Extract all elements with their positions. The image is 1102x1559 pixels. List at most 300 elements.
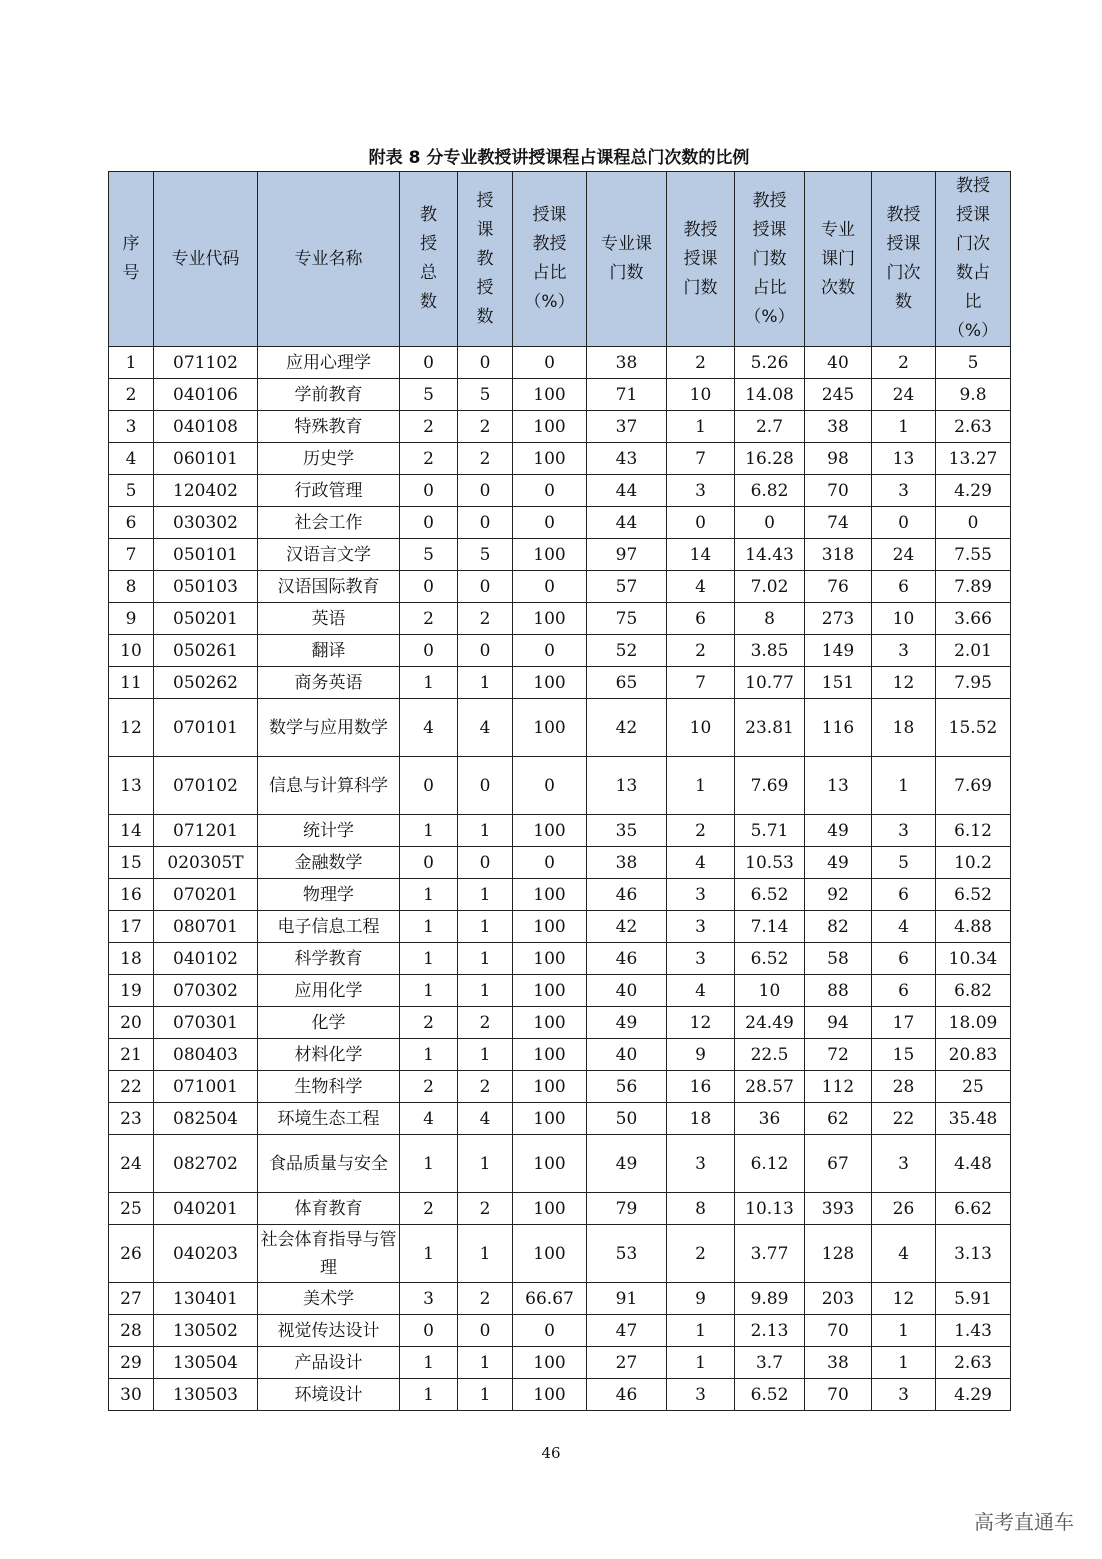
table-cell: 5 [936, 347, 1011, 379]
table-cell: 10 [735, 975, 805, 1007]
table-cell: 49 [587, 1135, 667, 1193]
table-cell: 0 [667, 507, 735, 539]
table-cell: 8 [735, 603, 805, 635]
table-row [109, 347, 1011, 379]
table-row [109, 1071, 1011, 1103]
table-cell: 17 [872, 1007, 936, 1039]
table-cell: 金融数学 [258, 847, 400, 879]
table-cell: 0 [513, 757, 587, 815]
table-row [109, 757, 1011, 815]
table-cell: 0 [513, 571, 587, 603]
table-cell: 信息与计算科学 [258, 757, 400, 815]
table-cell: 数学与应用数学 [258, 699, 400, 757]
table-cell: 2 [458, 1071, 513, 1103]
table-cell: 2 [400, 1007, 458, 1039]
table-cell: 0 [458, 635, 513, 667]
table-cell: 2 [458, 1283, 513, 1315]
table-cell: 4 [667, 975, 735, 1007]
table-cell: 学前教育 [258, 379, 400, 411]
table-cell: 应用化学 [258, 975, 400, 1007]
table-cell: 130504 [154, 1347, 258, 1379]
table-cell: 6.52 [735, 1379, 805, 1411]
table-cell: 0 [400, 475, 458, 507]
table-row [109, 699, 1011, 757]
table-cell: 2.63 [936, 411, 1011, 443]
table-cell: 4 [872, 1225, 936, 1283]
table-cell: 特殊教育 [258, 411, 400, 443]
table-cell: 2 [458, 443, 513, 475]
table-row [109, 379, 1011, 411]
table-cell: 74 [805, 507, 872, 539]
table-cell: 2 [400, 411, 458, 443]
table-cell: 7.69 [936, 757, 1011, 815]
table-cell: 100 [513, 879, 587, 911]
table-cell: 行政管理 [258, 475, 400, 507]
table-cell: 5 [400, 539, 458, 571]
table-cell: 28 [109, 1315, 154, 1347]
table-cell: 100 [513, 1007, 587, 1039]
table-cell: 0 [400, 347, 458, 379]
table-cell: 1.43 [936, 1315, 1011, 1347]
table-cell: 1 [872, 757, 936, 815]
table-cell: 112 [805, 1071, 872, 1103]
table-cell: 100 [513, 443, 587, 475]
table-cell: 1 [400, 1347, 458, 1379]
table-cell: 12 [872, 1283, 936, 1315]
table-cell: 1 [400, 1379, 458, 1411]
table-cell: 37 [587, 411, 667, 443]
column-header: 授课 教授 占比 （%） [513, 172, 587, 347]
table-cell: 3 [667, 943, 735, 975]
table-cell: 26 [109, 1225, 154, 1283]
table-cell: 0 [513, 635, 587, 667]
table-cell: 14 [109, 815, 154, 847]
table-cell: 100 [513, 1103, 587, 1135]
table-cell: 70 [805, 475, 872, 507]
table-cell: 070201 [154, 879, 258, 911]
table-cell: 视觉传达设计 [258, 1315, 400, 1347]
table-cell: 10 [872, 603, 936, 635]
table-cell: 040102 [154, 943, 258, 975]
column-header: 教授 授课 门次 数 [872, 172, 936, 347]
table-cell: 2 [458, 411, 513, 443]
table-cell: 应用心理学 [258, 347, 400, 379]
table-cell: 7.89 [936, 571, 1011, 603]
table-cell: 67 [805, 1135, 872, 1193]
table-cell: 4 [872, 911, 936, 943]
table-cell: 47 [587, 1315, 667, 1347]
table-cell: 10.34 [936, 943, 1011, 975]
table-cell: 商务英语 [258, 667, 400, 699]
table-cell: 2.7 [735, 411, 805, 443]
table-cell: 0 [458, 571, 513, 603]
table-cell: 35.48 [936, 1103, 1011, 1135]
table-cell: 1 [458, 1135, 513, 1193]
table-cell: 汉语言文学 [258, 539, 400, 571]
table-cell: 17 [109, 911, 154, 943]
table-cell: 1 [458, 815, 513, 847]
table-cell: 20 [109, 1007, 154, 1039]
table-cell: 1 [667, 757, 735, 815]
table-cell: 6.12 [735, 1135, 805, 1193]
table-cell: 13.27 [936, 443, 1011, 475]
table-cell: 7 [667, 443, 735, 475]
table-cell: 100 [513, 603, 587, 635]
table-cell: 65 [587, 667, 667, 699]
table-cell: 13 [872, 443, 936, 475]
table-cell: 030302 [154, 507, 258, 539]
table-cell: 57 [587, 571, 667, 603]
table-cell: 35 [587, 815, 667, 847]
table-cell: 30 [109, 1379, 154, 1411]
table-cell: 10.2 [936, 847, 1011, 879]
table-cell: 9.89 [735, 1283, 805, 1315]
table-cell: 26 [872, 1193, 936, 1225]
table-cell: 38 [805, 1347, 872, 1379]
table-cell: 11 [109, 667, 154, 699]
table-cell: 3 [872, 475, 936, 507]
table-cell: 1 [667, 411, 735, 443]
table-cell: 7.02 [735, 571, 805, 603]
table-cell: 13 [109, 757, 154, 815]
table-cell: 050262 [154, 667, 258, 699]
column-header: 专业课 门数 [587, 172, 667, 347]
table-cell: 100 [513, 379, 587, 411]
table-cell: 4.29 [936, 1379, 1011, 1411]
table-cell: 38 [587, 847, 667, 879]
table-cell: 1 [400, 975, 458, 1007]
table-cell: 2 [458, 1193, 513, 1225]
table-cell: 6.52 [936, 879, 1011, 911]
table-cell: 3 [667, 475, 735, 507]
table-cell: 70 [805, 1315, 872, 1347]
table-cell: 44 [587, 507, 667, 539]
table-cell: 7 [109, 539, 154, 571]
table-cell: 9 [109, 603, 154, 635]
table-cell: 美术学 [258, 1283, 400, 1315]
table-cell: 5.26 [735, 347, 805, 379]
table-cell: 6.62 [936, 1193, 1011, 1225]
column-header: 教授 授课 门次 数占 比 （%） [936, 172, 1011, 347]
table-cell: 58 [805, 943, 872, 975]
table-cell: 1 [458, 1347, 513, 1379]
table-row [109, 1315, 1011, 1347]
table-row [109, 911, 1011, 943]
table-cell: 3 [109, 411, 154, 443]
table-cell: 2 [667, 815, 735, 847]
table-cell: 10.13 [735, 1193, 805, 1225]
table-cell: 130503 [154, 1379, 258, 1411]
table-cell: 5.71 [735, 815, 805, 847]
table-cell: 040203 [154, 1225, 258, 1283]
table-row [109, 1379, 1011, 1411]
table-cell: 10 [109, 635, 154, 667]
table-cell: 070101 [154, 699, 258, 757]
table-cell: 14.43 [735, 539, 805, 571]
table-cell: 0 [458, 475, 513, 507]
table-cell: 6.52 [735, 943, 805, 975]
table-cell: 1 [458, 911, 513, 943]
table-row [109, 1103, 1011, 1135]
table-cell: 38 [587, 347, 667, 379]
table-cell: 0 [513, 475, 587, 507]
table-cell: 环境设计 [258, 1379, 400, 1411]
table-cell: 071102 [154, 347, 258, 379]
table-cell: 100 [513, 815, 587, 847]
table-cell: 42 [587, 699, 667, 757]
table-cell: 12 [872, 667, 936, 699]
table-cell: 020305T [154, 847, 258, 879]
table-row [109, 943, 1011, 975]
table-cell: 物理学 [258, 879, 400, 911]
table-cell: 1 [400, 879, 458, 911]
table-body [109, 347, 1011, 1411]
table-cell: 46 [587, 943, 667, 975]
table-row [109, 571, 1011, 603]
table-cell: 92 [805, 879, 872, 911]
table-cell: 23 [109, 1103, 154, 1135]
table-cell: 1 [667, 1315, 735, 1347]
table-cell: 6 [667, 603, 735, 635]
table-cell: 100 [513, 1135, 587, 1193]
table-cell: 5 [400, 379, 458, 411]
table-cell: 材料化学 [258, 1039, 400, 1071]
table-cell: 3.77 [735, 1225, 805, 1283]
table-cell: 1 [400, 1135, 458, 1193]
table-cell: 1 [667, 1347, 735, 1379]
table-cell: 29 [109, 1347, 154, 1379]
table-cell: 318 [805, 539, 872, 571]
column-header: 教授 授课 门数 [667, 172, 735, 347]
table-cell: 1 [458, 667, 513, 699]
table-cell: 0 [400, 635, 458, 667]
table-cell: 100 [513, 1039, 587, 1071]
table-cell: 49 [587, 1007, 667, 1039]
table-cell: 100 [513, 539, 587, 571]
column-header: 专业代码 [154, 172, 258, 347]
table-cell: 22 [872, 1103, 936, 1135]
table-cell: 统计学 [258, 815, 400, 847]
table-cell: 3 [667, 911, 735, 943]
table-cell: 27 [587, 1347, 667, 1379]
table-row [109, 443, 1011, 475]
table-cell: 040201 [154, 1193, 258, 1225]
table-cell: 7.69 [735, 757, 805, 815]
table-cell: 18 [872, 699, 936, 757]
table-cell: 2.13 [735, 1315, 805, 1347]
table-cell: 42 [587, 911, 667, 943]
table-cell: 100 [513, 943, 587, 975]
table-cell: 100 [513, 411, 587, 443]
table-cell: 7.95 [936, 667, 1011, 699]
table-cell: 100 [513, 667, 587, 699]
table-cell: 20.83 [936, 1039, 1011, 1071]
table-cell: 18 [667, 1103, 735, 1135]
table-cell: 49 [805, 847, 872, 879]
table-row [109, 1193, 1011, 1225]
table-cell: 12 [667, 1007, 735, 1039]
table-cell: 0 [513, 507, 587, 539]
table-cell: 4 [109, 443, 154, 475]
table-cell: 社会体育指导与管理 [258, 1225, 400, 1283]
table-cell: 100 [513, 975, 587, 1007]
table-cell: 0 [513, 847, 587, 879]
table-cell: 9 [667, 1039, 735, 1071]
table-cell: 16 [109, 879, 154, 911]
table-cell: 1 [400, 1039, 458, 1071]
table-row [109, 507, 1011, 539]
column-header: 教授 授课 门数 占比 （%） [735, 172, 805, 347]
table-cell: 21 [109, 1039, 154, 1071]
header-row [109, 172, 1011, 347]
table-cell: 2 [109, 379, 154, 411]
table-cell: 10 [667, 699, 735, 757]
table-cell: 071001 [154, 1071, 258, 1103]
table-cell: 3.66 [936, 603, 1011, 635]
table-cell: 24 [872, 539, 936, 571]
table-cell: 2 [400, 603, 458, 635]
table-cell: 15 [109, 847, 154, 879]
table-cell: 100 [513, 1071, 587, 1103]
table-title: 附表 8 分专业教授讲授课程占课程总门次数的比例 [368, 148, 750, 168]
table-cell: 88 [805, 975, 872, 1007]
table-cell: 6 [872, 943, 936, 975]
table-cell: 2 [458, 1007, 513, 1039]
column-header: 教 授 总 数 [400, 172, 458, 347]
table-cell: 0 [458, 507, 513, 539]
table-cell: 245 [805, 379, 872, 411]
table-row [109, 667, 1011, 699]
table-cell: 62 [805, 1103, 872, 1135]
table-cell: 翻译 [258, 635, 400, 667]
table-cell: 13 [805, 757, 872, 815]
table-row [109, 539, 1011, 571]
table-cell: 1 [872, 411, 936, 443]
table-cell: 100 [513, 1347, 587, 1379]
table-row [109, 475, 1011, 507]
table-cell: 72 [805, 1039, 872, 1071]
table-row [109, 1135, 1011, 1193]
table-cell: 49 [805, 815, 872, 847]
table-cell: 75 [587, 603, 667, 635]
table-cell: 071201 [154, 815, 258, 847]
table-cell: 1 [458, 1039, 513, 1071]
table-cell: 4 [400, 699, 458, 757]
table-cell: 050101 [154, 539, 258, 571]
table-cell: 100 [513, 911, 587, 943]
table-cell: 52 [587, 635, 667, 667]
table-cell: 化学 [258, 1007, 400, 1039]
table-cell: 1 [400, 1225, 458, 1283]
table-cell: 5 [458, 379, 513, 411]
table-cell: 1 [872, 1315, 936, 1347]
table-cell: 4 [458, 1103, 513, 1135]
table-cell: 24 [872, 379, 936, 411]
table-cell: 历史学 [258, 443, 400, 475]
table-cell: 生物科学 [258, 1071, 400, 1103]
table-cell: 3 [872, 635, 936, 667]
table-cell: 116 [805, 699, 872, 757]
table-cell: 2 [458, 603, 513, 635]
table-cell: 0 [400, 507, 458, 539]
table-cell: 393 [805, 1193, 872, 1225]
table-cell: 10.53 [735, 847, 805, 879]
table-cell: 14 [667, 539, 735, 571]
table-cell: 1 [458, 879, 513, 911]
table-cell: 151 [805, 667, 872, 699]
table-cell: 产品设计 [258, 1347, 400, 1379]
table-cell: 36 [735, 1103, 805, 1135]
table-cell: 53 [587, 1225, 667, 1283]
table-cell: 82 [805, 911, 872, 943]
table-cell: 5 [872, 847, 936, 879]
table-cell: 082504 [154, 1103, 258, 1135]
table-cell: 100 [513, 699, 587, 757]
column-header: 专业 课门 次数 [805, 172, 872, 347]
table-row [109, 1283, 1011, 1315]
table-cell: 科学教育 [258, 943, 400, 975]
table-cell: 120402 [154, 475, 258, 507]
table-cell: 2 [667, 1225, 735, 1283]
page-number: 46 [541, 1444, 561, 1462]
table-cell: 40 [587, 975, 667, 1007]
data-table [108, 171, 1011, 1411]
table-cell: 0 [458, 757, 513, 815]
table-cell: 2 [400, 443, 458, 475]
table-cell: 1 [458, 1379, 513, 1411]
table-cell: 4 [458, 699, 513, 757]
table-cell: 7.14 [735, 911, 805, 943]
table-row [109, 815, 1011, 847]
table-cell: 2 [667, 635, 735, 667]
table-cell: 100 [513, 1379, 587, 1411]
column-header: 序 号 [109, 172, 154, 347]
table-cell: 0 [872, 507, 936, 539]
table-cell: 2 [400, 1071, 458, 1103]
table-cell: 1 [109, 347, 154, 379]
table-cell: 97 [587, 539, 667, 571]
table-cell: 3 [667, 1135, 735, 1193]
table-cell: 91 [587, 1283, 667, 1315]
table-cell: 1 [400, 667, 458, 699]
table-cell: 50 [587, 1103, 667, 1135]
table-cell: 3 [400, 1283, 458, 1315]
table-cell: 15.52 [936, 699, 1011, 757]
table-cell: 2.63 [936, 1347, 1011, 1379]
table-row [109, 1347, 1011, 1379]
table-row [109, 635, 1011, 667]
table-cell: 23.81 [735, 699, 805, 757]
table-cell: 2 [667, 347, 735, 379]
column-header: 授 课 教 授 数 [458, 172, 513, 347]
table-cell: 英语 [258, 603, 400, 635]
table-cell: 社会工作 [258, 507, 400, 539]
table-cell: 130502 [154, 1315, 258, 1347]
table-cell: 46 [587, 879, 667, 911]
table-cell: 050103 [154, 571, 258, 603]
table-cell: 0 [458, 1315, 513, 1347]
table-cell: 25 [109, 1193, 154, 1225]
table-cell: 4.88 [936, 911, 1011, 943]
table-cell: 71 [587, 379, 667, 411]
table-cell: 3 [667, 879, 735, 911]
table-cell: 6 [872, 571, 936, 603]
table-cell: 2 [872, 347, 936, 379]
table-cell: 24 [109, 1135, 154, 1193]
table-cell: 2.01 [936, 635, 1011, 667]
table-cell: 0 [458, 847, 513, 879]
table-cell: 6 [109, 507, 154, 539]
